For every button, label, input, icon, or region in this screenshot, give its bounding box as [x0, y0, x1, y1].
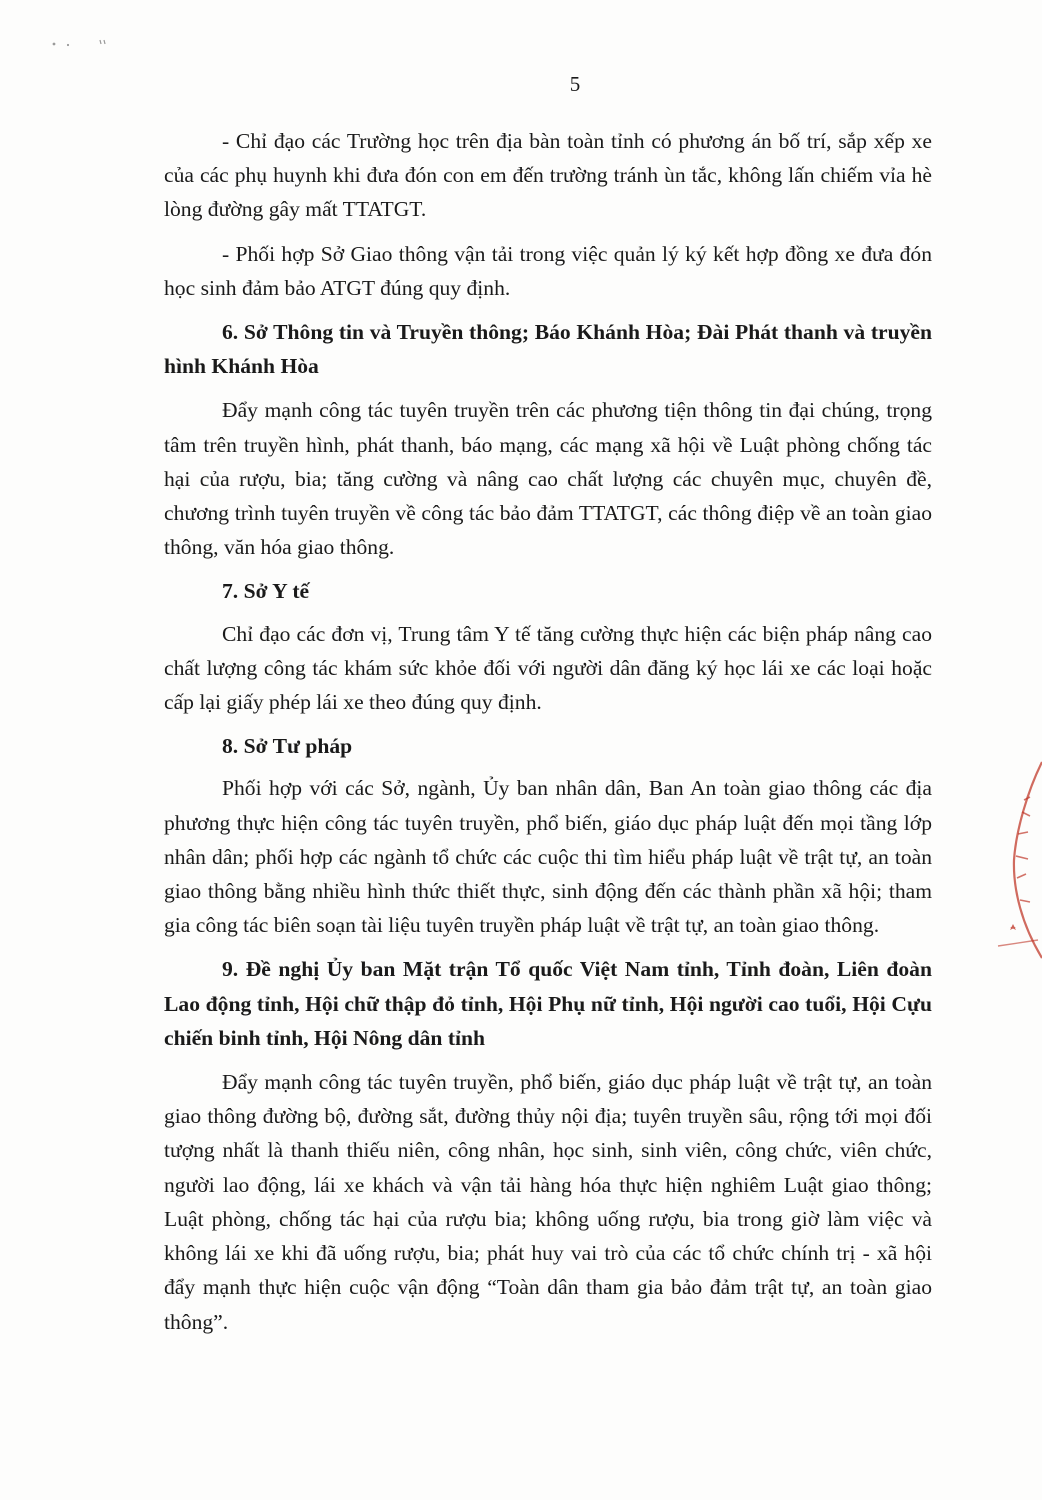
document-body: [164, 124, 932, 1349]
section-heading: 8. Sở Tư pháp: [222, 734, 353, 759]
red-seal-fragment: [994, 760, 1042, 960]
scan-artifact-marks: [38, 30, 118, 50]
paragraph: - Chỉ đạo các Trường học trên địa bàn toàn tỉnh có phương án bố trí, sắp xếp xe của các phụ huynh khi đưa đón con em đến trường tránh ùn tắc, không lấn chiếm vỉa hè lòng đường gây mất TTATGT.: [164, 129, 932, 222]
paragraph: Phối hợp với các Sở, ngành, Ủy ban nhân dân, Ban An toàn giao thông các địa phương thực hiện công tác tuyên truyền, phổ biến, giáo dục pháp luật đến mọi tầng lớp nhân dân; phối hợp các ngành tổ chức các cuộc thi tìm hiểu pháp luật về trật tự, an toàn giao thông bằng nhiều hình thức thiết thực, sinh động đến các thành phần xã hội; tham gia công tác biên soạn tài liệu tuyên truyền pháp luật về trật tự, an toàn giao thông.: [164, 776, 932, 938]
section-heading: 6. Sở Thông tin và Truyền thông; Báo Khánh Hòa; Đài Phát thanh và truyền hình Khánh Hòa: [164, 320, 932, 379]
page-number: 5: [569, 72, 581, 96]
paragraph: - Phối hợp Sở Giao thông vận tải trong việc quản lý ký kết hợp đồng xe đưa đón học sinh đảm bảo ATGT đúng quy định.: [164, 241, 932, 300]
section-heading: 7. Sở Y tế: [222, 579, 310, 604]
paragraph: Đẩy mạnh công tác tuyên truyền, phổ biến, giáo dục pháp luật về trật tự, an toàn giao thông đường bộ, đường sắt, đường thủy nội địa; tuyên truyền sâu, rộng tới mọi đối tượng nhất là thanh thiếu niên, công nhân, học sinh, sinh viên, công chức, viên chức, người lao động, lái xe khách và vận tải hàng hóa thực hiện nghiêm Luật giao thông; Luật phòng, chống tác hại của rượu bia; không uống rượu, bia trong giờ làm việc và không lái xe khi đã uống rượu, bia; phát huy vai trò của các tổ chức chính trị - xã hội đẩy mạnh thực hiện cuộc vận động “Toàn dân tham gia bảo đảm trật tự, an toàn giao thông”.: [164, 1070, 932, 1334]
paragraph: Đẩy mạnh công tác tuyên truyền trên các phương tiện thông tin đại chúng, trọng tâm trên truyền hình, phát thanh, báo mạng, các mạng xã hội về Luật phòng chống tác hại của rượu, bia; tăng cường và nâng cao chất lượng các chuyên mục, chuyên đề, chương trình tuyên truyền về công tác bảo đảm TTATGT, các thông điệp về an toàn giao thông, văn hóa giao thông.: [164, 398, 932, 560]
section-heading: 9. Đề nghị Ủy ban Mặt trận Tổ quốc Việt Nam tỉnh, Tỉnh đoàn, Liên đoàn Lao động tỉnh, Hội chữ thập đỏ tỉnh, Hội Phụ nữ tỉnh, Hội người cao tuổi, Hội Cựu chiến binh tỉnh, Hội Nông dân tỉnh: [164, 957, 932, 1050]
paragraph: Chỉ đạo các đơn vị, Trung tâm Y tế tăng cường thực hiện các biện pháp nâng cao chất lượng công tác khám sức khỏe đối với người dân đăng ký học lái xe các loại hoặc cấp lại giấy phép lái xe theo đúng quy định.: [164, 621, 932, 715]
